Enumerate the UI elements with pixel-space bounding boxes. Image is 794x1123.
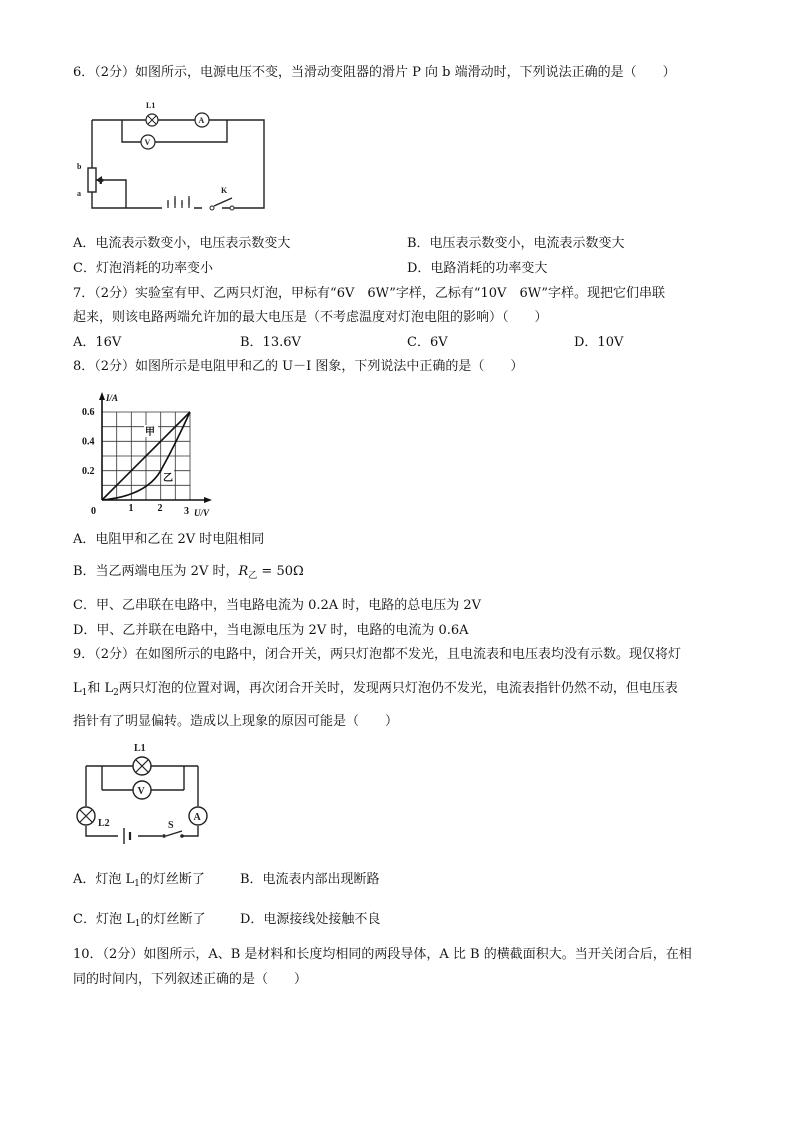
- q8-option-b-sub: 乙: [248, 571, 258, 581]
- q9-line1: 9．（2分）在如图所示的电路中，闭合开关，两只灯泡都不发光，且电流表和电压表均没有示数。现仅将灯: [73, 647, 682, 662]
- q8-option-b-pre: B．当乙两端电压为 2V 时，: [73, 564, 239, 579]
- q7-option-d: D．10V: [574, 335, 624, 350]
- q8-origin: 0: [91, 506, 96, 517]
- q6-option-c: C．灯泡消耗的功率变小: [73, 261, 213, 276]
- q9-line2-sub1: 1: [81, 688, 88, 698]
- q8-xtick-2: 2: [157, 503, 163, 514]
- q9-option-c: [73, 911, 205, 933]
- q9-line2-l: L: [73, 681, 82, 696]
- q9-option-a: [73, 871, 205, 893]
- q8-ui-graph: [80, 390, 220, 520]
- q8-ylabel: I/A: [106, 393, 119, 403]
- q9-option-c-post: 的灯丝断了: [140, 912, 206, 927]
- q9-line2-mid: 和 L: [87, 681, 114, 696]
- q9-option-c-pre: C．灯泡 L: [73, 912, 135, 927]
- q9-option-a-sub: 1: [134, 879, 140, 889]
- q8-label-jia: 甲: [145, 427, 155, 438]
- q10-line2: 同的时间内，下列叙述正确的是（ ）: [73, 972, 308, 987]
- q9-label-l2: L2: [98, 818, 110, 829]
- q8-xtick-1: 1: [128, 503, 134, 514]
- q9-option-a-pre: A．灯泡 L: [73, 872, 135, 887]
- q9-option-b: B．电流表内部出现断路: [240, 872, 380, 887]
- q9-line2: [73, 680, 678, 702]
- q10-line1: 10．（2分）如图所示，A、B 是材料和长度均相同的两段导体，A 比 B 的横截面积大。当开关闭合后，在相: [73, 947, 692, 962]
- q7-stem-line2: 起来，则该电路两端允许加的最大电压是（不考虑温度对灯泡电阻的影响）（ ）: [73, 310, 548, 325]
- q9-label-l1: L1: [134, 743, 146, 754]
- q6-stem: 6．（2分）如图所示，电源电压不变，当滑动变阻器的滑片 P 向 b 端滑动时，下列说法正确的是（ ）: [73, 65, 676, 80]
- q9-circuit-figure: [72, 736, 212, 848]
- q8-xtick-3: 3: [184, 506, 189, 517]
- q9-line2-sub2: 2: [113, 688, 119, 698]
- q8-stem: 8．（2分）如图所示是电阻甲和乙的 U－I 图象，下列说法中正确的是（ ）: [73, 359, 524, 374]
- q6-option-d: D．电路消耗的功率变大: [407, 261, 548, 276]
- q7-option-b: B．13.6V: [240, 335, 301, 350]
- q8-ytick-02: 0.2: [82, 466, 95, 477]
- q8-ytick-06: 0.6: [82, 407, 95, 418]
- q9-line3: 指针有了明显偏转。造成以上现象的原因可能是（ ）: [73, 714, 399, 729]
- q6-label-switch: K: [221, 186, 228, 195]
- q8-label-yi: 乙: [163, 473, 173, 484]
- q8-xlabel: U/V: [194, 508, 210, 518]
- q9-option-a-post: 的灯丝断了: [139, 872, 205, 887]
- q7-option-c: C．6V: [407, 335, 448, 350]
- q8-option-b-r: R: [238, 564, 249, 579]
- q6-option-a: A．电流表示数变小，电压表示数变大: [73, 236, 291, 251]
- q7-option-a: A．16V: [73, 335, 122, 350]
- q8-option-b-post: = 50Ω: [257, 564, 304, 579]
- q8-option-a: A．电阻甲和乙在 2V 时电阻相同: [73, 532, 265, 547]
- q6-option-b: B．电压表示数变小，电流表示数变大: [407, 236, 625, 251]
- q6-label-slider: P: [99, 177, 104, 186]
- q8-ytick-04: 0.4: [82, 436, 95, 448]
- q6-label-lamp: L1: [146, 101, 156, 110]
- q6-label-voltmeter: V: [144, 138, 151, 147]
- q9-option-d: D．电源接线处接触不良: [240, 912, 381, 927]
- q8-option-b: [73, 563, 304, 585]
- q9-label-a: A: [193, 812, 201, 823]
- q9-option-c-sub: 1: [134, 919, 141, 929]
- q6-label-b: b: [77, 162, 82, 171]
- q8-option-c: C．甲、乙串联在电路中，当电路电流为 0.2A 时，电路的总电压为 2V: [73, 598, 482, 613]
- q8-option-d: D．甲、乙并联在电路中，当电源电压为 2V 时，电路的电流为 0.6A: [73, 623, 469, 638]
- q9-label-s: S: [168, 820, 174, 831]
- q6-label-ammeter: A: [198, 116, 205, 125]
- q7-stem-line1: 7．（2分）实验室有甲、乙两只灯泡，甲标有“6V 6W”字样，乙标有“10V 6W”字样。现把它们串联: [73, 286, 665, 301]
- q9-label-v: V: [137, 786, 145, 797]
- q9-line2-rest: 两只灯泡的位置对调，再次闭合开关时，发现两只灯泡仍不发光，电流表指针仍然不动，但电压表: [118, 681, 678, 696]
- q6-label-a: a: [77, 189, 81, 198]
- q6-circuit-figure: [72, 96, 272, 218]
